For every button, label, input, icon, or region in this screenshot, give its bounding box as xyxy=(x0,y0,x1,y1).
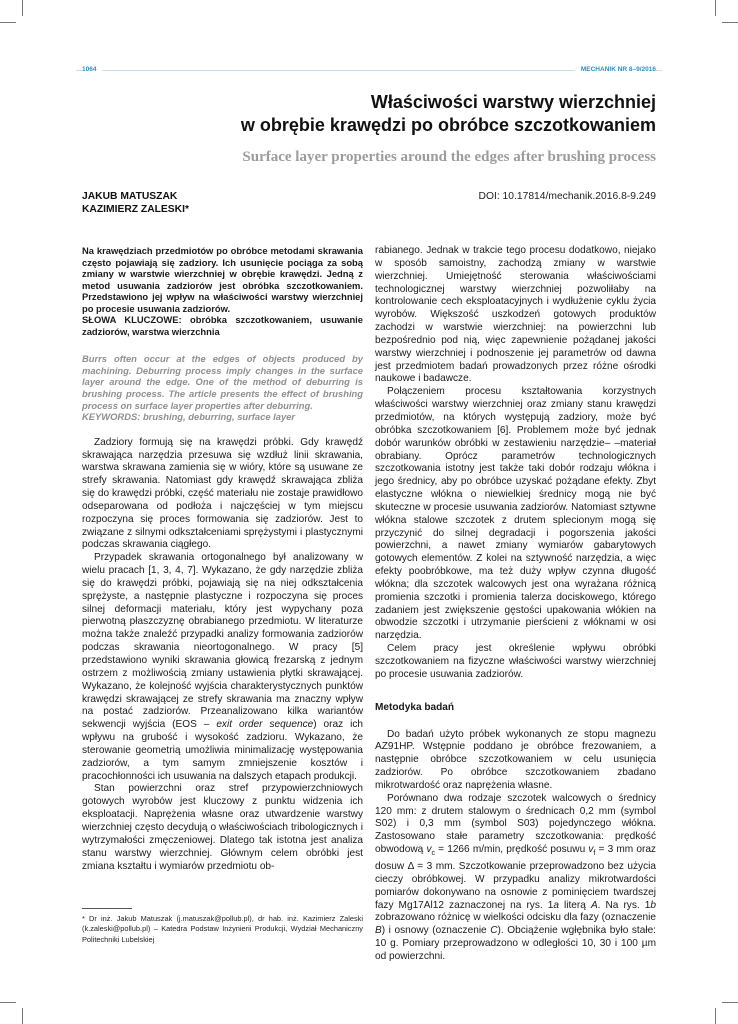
crop-mark xyxy=(22,0,23,16)
abstract-en: Burrs often occur at the edges of objects produced by machining. Deburring process imply changes in the surface layer around the edge. One of the method of deburring is brushing process. The article presents the effect of brushing process on surface layer properties after deburring. xyxy=(82,353,363,411)
crop-mark xyxy=(0,22,16,23)
crop-mark xyxy=(715,1008,716,1024)
article-subtitle: Surface layer properties around the edges after brushing process xyxy=(242,149,656,165)
body-paragraph: Zadziory formują się na krawędzi próbki. Gdy krawędź skrawająca narzędzia przesuwa się wzdłuż linii skrawania, warstwa skrawana zamienia się w wióry, które są usuwane ze strefy skrawania. Natomiast gdy krawędź skrawająca zbliża się do krawędzi próbki, część materiału nie zostaje prawidłowo odseparowana od podłoża i najczęściej w tym miejscu rozpoczyna się proces formowania się zadziorów. Jest to związane z silnymi odkształceniami sprężystymi i plastycznymi podczas skrawania ciągłego. xyxy=(82,436,363,551)
body-paragraph: Stan powierzchni oraz stref przypowierzchniowych gotowych wyrobów jest kluczowy z punktu widzenia ich eksploatacji. Naprężenia własne oraz utwardzenie warstwy wierzchniej często decydują o właściwościach tribologicznych i wytrzymałości zmęczeniowej. Dlatego tak istotna jest analiza stanu warstwy wierzchniej. Głównym celem obróbki jest zmiana kształtu i wymiarów przedmiotu ob- xyxy=(82,783,363,872)
page-number: 1064 xyxy=(82,66,102,73)
symbol: v xyxy=(588,844,594,856)
abstract-pl: Na krawędziach przedmiotów po obróbce metodami skrawania często pojawiają się zadziory. Ich usunięcie pociąga za sobą zmiany w warstwie wierzchniej w obrębie krawędzi. Jedną z metod usuwania zadziorów jest obróbka szczotkowaniem. Przedstawiono jej wpływ na właściwości warstwy wierzchniej po procesie usuwania zadziorów. xyxy=(82,245,363,314)
subscript: f xyxy=(593,850,596,858)
journal-name: MECHANIK NR 8–9/2016 xyxy=(575,66,656,73)
keywords-pl: SŁOWA KLUCZOWE: obróbka szczotkowaniem, usuwanie zadziorów, warstwa wierzchnia xyxy=(82,314,363,337)
text-run: literą xyxy=(558,899,591,911)
body-paragraph xyxy=(375,793,656,964)
author-name: JAKUB MATUSZAK xyxy=(82,191,178,202)
body-paragraph xyxy=(82,552,363,783)
footnote: * Dr inż. Jakub Matuszak (j.matuszak@pollub.pl), dr hab. inż. Kazimierz Zaleski (k.zaleski@pollub.pl) – Katedra Podstaw Inżynierii Produkcji, Wydział Mechaniczny Politechniki Lubelskiej xyxy=(82,914,363,944)
text-run: = 3 mm oraz dosuw Δ = 3 mm. Szczotkowanie przeprowadzono bez użycia cieczy obróbkowej. W przypadku analizy mikrotwardości pomiarów dokonywano na osnowie z pominięciem twardszej fazy Mg17Al12 zaznaczonej na rys. 1 xyxy=(375,844,656,911)
title-line: Właściwości warstwy wierzchniej xyxy=(370,92,656,112)
symbol: A xyxy=(590,899,598,911)
text-run: zobrazowano różnicę w wielkości odcisku dla fazy (oznaczenie xyxy=(375,912,656,924)
section-heading: Metodyka badań xyxy=(375,701,455,713)
authors xyxy=(82,190,189,216)
title-line: w obrębie krawędzi po obróbce szczotkowaniem xyxy=(240,115,656,135)
author-name: KAZIMIERZ ZALESKI* xyxy=(82,204,189,215)
article-title xyxy=(96,91,656,137)
body-paragraph: Połączeniem procesu kształtowania korzystnych właściwości warstwy wierzchniej oraz zmiany stanu krawędzi przedmiotów, na których występują zadziory, może być obróbka szczotkowaniem [6]. Problemem może być jednak dobór warunków obróbki w zestawieniu narzędzie– –materiał obrabiany. Oprócz parametrów technologicznych szczotkowania istotny jest także taki dobór rodzaju włókna i jego średnicy, aby po obróbce uzyskać pożądane efekty. Zbyt elastyczne włókna o niewielkiej średnicy mogą nie być skuteczne w procesie usuwania zadziorów. Natomiast sztywne włókna stalowe szczotek z drutem splecionym mogą się przyczynić do silnej degradacji i pogorszenia jakości powierzchni, a nawet zmiany wymiarów gabarytowych gotowych elementów. Z kolei na sztywność narzędzia, a więc efekty poobróbkowe, ma też duży wpływ czynna długość włókna; dla szczotek walcowych jest ona wyrażana różnicą promienia szczotki i promienia talerza dociskowego, którego zadaniem jest zwiększenie gęstości upakowania włókien na obwodzie szczotki i utrzymanie pierścieni z włóknami w osi narzędzia. xyxy=(375,386,656,642)
text-run: Przypadek skrawania ortogonalnego był analizowany w wielu pracach [1, 3, 4, 7]. Wykazano, że gdy narzędzie zbliża się do krawędzi próbki, pojawiają się na niej odkształcenia sprężyste, a następnie plastyczne i rozpoczyna się proces silnej deformacji materiału, który jest wypychany poza pierwotną płaszczyznę obrabianego przedmiotu. W literaturze można także znaleźć przypadki analizy formowania zadziorów podczas skrawania nieortogonalnego. W pracy [5] przedstawiono wyniki skrawania głowicą frezarską z jednym ostrzem z możliwością zmiany ustawienia płytki skrawającej. Wykazano, że kolejność wyjścia charakterystycznych punktów krawędzi skrawającej ze strefy skrawania ma znaczny wpływ na postać zadziorów. Przeanalizowano kilka wariantów sekwencji wyjścia (EOS – xyxy=(82,552,363,731)
symbol: C xyxy=(490,925,498,937)
crop-mark xyxy=(722,22,738,23)
symbol: v xyxy=(426,844,432,856)
footnote-rule xyxy=(82,908,132,909)
left-column xyxy=(82,245,363,873)
doi[interactable]: DOI: 10.17814/mechanik.2016.8-9.249 xyxy=(478,191,656,202)
crop-mark xyxy=(722,1002,738,1003)
text-run: = 1266 m/min, prędkość posuwu xyxy=(434,844,589,856)
text-run: Porównano dwa rodzaje szczotek walcowych o średnicy 120 mm: z drutem stalowym o średnicach 0,2 mm (symbol S02) i 0,3 mm (symbol S03) pojedynczego włókna. Zastosowano stałe parametry szczotkowania: prędkość obwodową xyxy=(375,792,656,856)
right-column xyxy=(375,245,656,964)
text-run: ) oraz ich wpływu na grubość i wysokość zadzioru. Wykazano, że sterowanie geometrią umożliwia minimalizację występowania zadziorów, a tym samym zmniejszenie kosztów i pracochłonności ich usuwania na dalszych etapach produkcji. xyxy=(82,719,364,782)
emphasis-text: exit order sequence xyxy=(216,719,314,731)
text-run: ) i osnowy (oznaczenie xyxy=(381,925,491,937)
crop-mark xyxy=(0,1002,16,1003)
keywords-en: KEYWORDS: brushing, deburring, surface layer xyxy=(82,411,296,423)
subscript: c xyxy=(431,850,435,858)
symbol: b xyxy=(650,899,656,911)
body-paragraph: rabianego. Jednak w trakcie tego procesu dodatkowo, niejako w sposób samoistny, zachodzą zmiany w warstwie wierzchniej. Umiejętność sterowania właściwościami technologicznej warstwy wierzchniej pozwoliłaby na kontrolowanie cech eksploatacyjnych i wydłużenie cyklu życia wyrobów. Większość uszkodzeń gotowych produktów zachodzi w warstwie wierzchniej: na powierzchni lub bezpośrednio pod nią, więc zapewnienie pożądanej jakości warstwy wierzchniej i podnoszenie jej parametrów od dawna jest przedmiotem badań prowadzonych przez różne ośrodki naukowe i badawcze. xyxy=(375,245,656,385)
crop-mark xyxy=(22,1008,23,1024)
body-paragraph: Celem pracy jest określenie wpływu obróbki szczotkowaniem na fizyczne właściwości warstwy wierzchniej po procesie usuwania zadziorów. xyxy=(375,643,656,680)
text-run: ). Obciążenie wgłębnika było stałe: 10 g. Pomiary przeprowadzono w odległości 10, 30 i 100 µm od powierzchni. xyxy=(375,925,656,962)
crop-mark xyxy=(715,0,716,16)
symbol: a xyxy=(553,899,559,911)
text-run: . Na rys. 1 xyxy=(597,899,651,911)
body-paragraph: Do badań użyto próbek wykonanych ze stopu magnezu AZ91HP. Wstępnie poddano je obróbce frezowaniem, a następnie obróbce szczotkowaniem w celu usunięcia zadziorów. Po obróbce szczotkowaniem zbadano mikrotwardość oraz naprężenia własne. xyxy=(375,728,656,791)
symbol: B xyxy=(375,925,382,937)
